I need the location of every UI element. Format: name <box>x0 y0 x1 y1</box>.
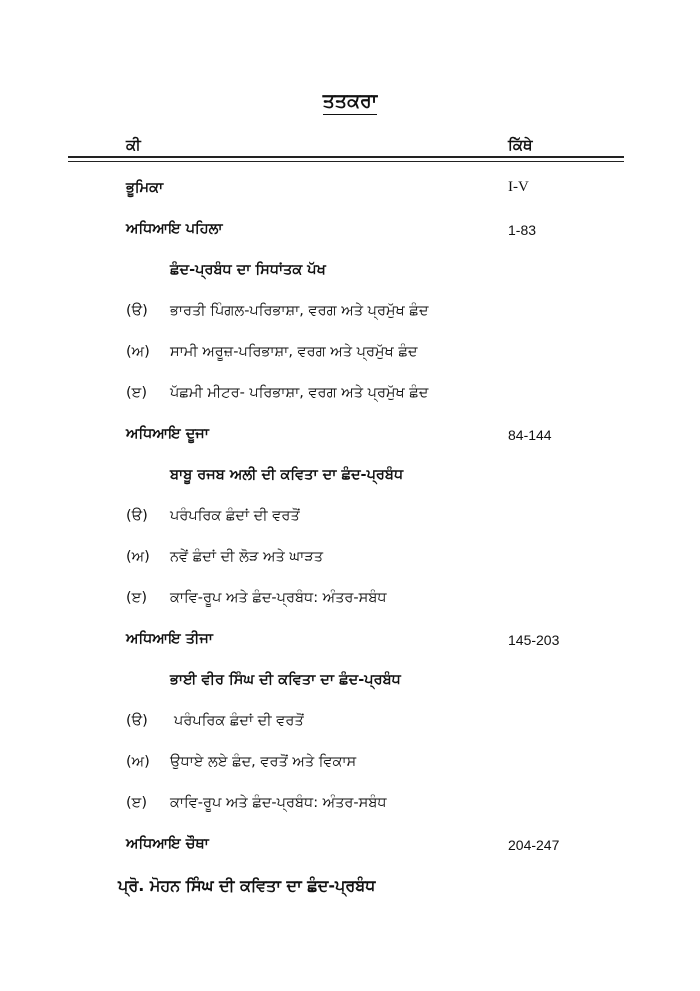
toc-section-item: ਪਰੰਪਰਿਕ ਛੰਦਾਂ ਦੀ ਵਰਤੋਂ <box>174 713 304 729</box>
toc-section-item: ਕਾਵਿ-ਰੂਪ ਅਤੇ ਛੰਦ-ਪ੍ਰਬੰਧ: ਅੰਤਰ-ਸਬੰਧ <box>170 590 387 606</box>
column-header-what: ਕੀ <box>126 136 141 154</box>
page-title-text: ਤਤਕਰਾ <box>323 90 378 115</box>
toc-marker: (ੳ) <box>126 508 148 524</box>
toc-section-item: ਪਰੰਪਰਿਕ ਛੰਦਾਂ ਦੀ ਵਰਤੋਂ <box>170 508 300 524</box>
toc-chapter-4: ਅਧਿਆਇ ਚੌਥਾ <box>126 836 209 852</box>
toc-page-chapter-3: 145-203 <box>508 632 560 648</box>
toc-chapter-1: ਅਧਿਆਇ ਪਹਿਲਾ <box>126 221 223 237</box>
toc-section-item: ਨਵੇਂ ਛੰਦਾਂ ਦੀ ਲੋੜ ਅਤੇ ਘਾੜਤ <box>170 549 324 565</box>
toc-section-item: ਉਧਾਏ ਲਏ ਛੰਦ, ਵਰਤੋਂ ਅਤੇ ਵਿਕਾਸ <box>170 754 357 770</box>
header-rule-thin <box>68 161 624 162</box>
toc-marker: (ੳ) <box>126 303 148 319</box>
page-title <box>0 90 700 112</box>
toc-marker: (ੲ) <box>126 795 147 811</box>
toc-section-item: ਪੱਛਮੀ ਮੀਟਰ- ਪਰਿਭਾਸ਼ਾ, ਵਰਗ ਅਤੇ ਪ੍ਰਮੁੱਖ ਛੰਦ <box>170 385 429 401</box>
toc-section-item: ਕਾਵਿ-ਰੂਪ ਅਤੇ ਛੰਦ-ਪ੍ਰਬੰਧ: ਅੰਤਰ-ਸਬੰਧ <box>170 795 387 811</box>
toc-page-chapter-2: 84-144 <box>508 427 552 443</box>
toc-chapter-3: ਅਧਿਆਇ ਤੀਜਾ <box>126 631 213 647</box>
toc-marker: (ਅ) <box>126 754 150 770</box>
toc-chapter-4-subtitle: ਪ੍ਰੋ. ਮੋਹਨ ਸਿੰਘ ਦੀ ਕਵਿਤਾ ਦਾ ਛੰਦ-ਪ੍ਰਬੰਧ <box>118 876 376 895</box>
toc-marker: (ਅ) <box>126 344 150 360</box>
header-rule-thick <box>68 156 624 158</box>
column-header-where: ਕਿੱਥੇ <box>508 136 533 154</box>
toc-chapter-2: ਅਧਿਆਇ ਦੂਜਾ <box>126 426 209 442</box>
toc-section-item: ਭਾਰਤੀ ਪਿੰਗਲ-ਪਰਿਭਾਸ਼ਾ, ਵਰਗ ਅਤੇ ਪ੍ਰਮੁੱਖ ਛੰਦ <box>170 303 429 319</box>
toc-chapter-2-subtitle: ਬਾਬੂ ਰਜਬ ਅਲੀ ਦੀ ਕਵਿਤਾ ਦਾ ਛੰਦ-ਪ੍ਰਬੰਧ <box>170 467 404 483</box>
toc-section-item: ਸਾਮੀ ਅਰੂਜ਼-ਪਰਿਭਾਸ਼ਾ, ਵਰਗ ਅਤੇ ਪ੍ਰਮੁੱਖ ਛੰਦ <box>170 344 418 360</box>
toc-marker: (ੲ) <box>126 385 147 401</box>
toc-marker: (ਅ) <box>126 549 150 565</box>
toc-page-chapter-4: 204-247 <box>508 837 560 853</box>
toc-chapter-1-subtitle: ਛੰਦ-ਪ੍ਰਬੰਧ ਦਾ ਸਿਧਾਂਤਕ ਪੱਖ <box>170 262 326 278</box>
toc-marker: (ੲ) <box>126 590 147 606</box>
toc-marker: (ੳ) <box>126 713 148 729</box>
toc-page-preface: I-V <box>508 179 529 195</box>
toc-entry-preface: ਭੂਮਿਕਾ <box>126 180 164 196</box>
toc-chapter-3-subtitle: ਭਾਈ ਵੀਰ ਸਿੰਘ ਦੀ ਕਵਿਤਾ ਦਾ ਛੰਦ-ਪ੍ਰਬੰਧ <box>170 672 401 688</box>
toc-page-chapter-1: 1-83 <box>508 222 537 238</box>
